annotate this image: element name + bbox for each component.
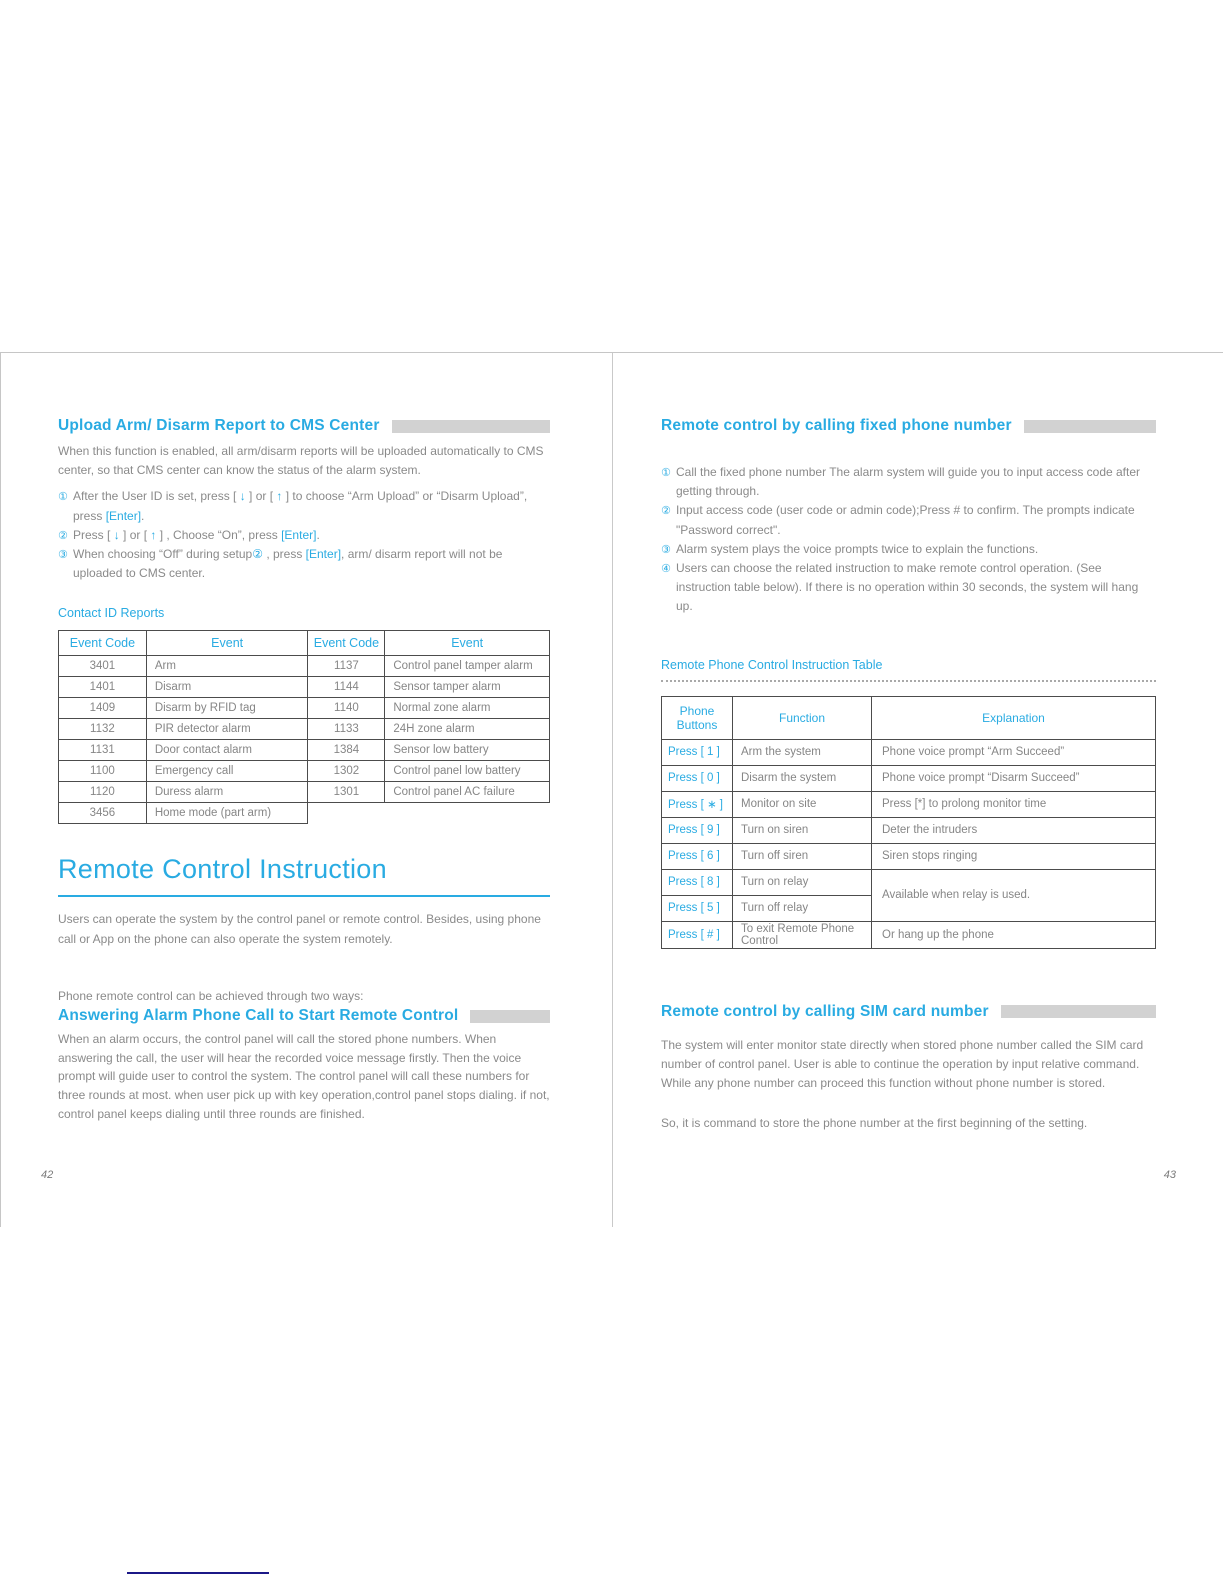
step-number-icon: ②	[58, 529, 68, 542]
function-cell: To exit Remote Phone Control	[733, 921, 872, 948]
explanation-cell: Or hang up the phone	[872, 921, 1156, 948]
heading-decoration-bar	[470, 1010, 550, 1023]
sim-section-para1: The system will enter monitor state directly when stored phone number called the SIM card number of control panel. User is able to continue the operation by input relative command. While any phone number can proceed this function without phone number is stored.	[661, 1037, 1144, 1091]
event-code-cell: 1301	[308, 782, 385, 803]
table-row	[662, 869, 1156, 895]
step-text-segment: ] or [	[119, 527, 151, 542]
explanation-cell: Press [*] to prolong monitor time	[872, 791, 1156, 817]
step-number-icon: ③	[58, 549, 68, 562]
table-row	[308, 677, 550, 698]
function-cell: Arm the system	[733, 739, 872, 765]
step-text-segment: .	[141, 508, 145, 523]
answering-section-heading-row	[58, 1007, 550, 1025]
step-text-segment: ↓	[239, 489, 246, 504]
event-name-cell: PIR detector alarm	[146, 719, 308, 740]
step-number-icon: ①	[661, 467, 671, 479]
step-text-segment: Users can choose the related instruction to make remote control operation. (See instruction table below). If there is no operation within 30 seconds, the system will hang up.	[676, 561, 1139, 614]
event-code-cell: 3401	[59, 656, 147, 677]
sim-section-heading-row	[661, 1003, 1156, 1021]
answering-section-title: Answering Alarm Phone Call to Start Remote Control	[58, 1007, 459, 1025]
column-header: Event	[385, 631, 550, 656]
event-code-cell: 1140	[308, 698, 385, 719]
heading-decoration-bar	[1024, 420, 1156, 433]
remote-phone-control-table	[661, 696, 1156, 949]
table-row	[662, 921, 1156, 948]
instruction-step	[661, 559, 1156, 617]
event-name-cell: 24H zone alarm	[385, 719, 550, 740]
function-cell: Turn on siren	[733, 817, 872, 843]
step-text-segment: When choosing “Off” during setup	[73, 547, 253, 562]
phone-button-cell: Press [ 9 ]	[662, 817, 733, 843]
step-text-segment: ] or [	[245, 489, 277, 504]
table-row	[59, 656, 308, 677]
phone-button-cell: Press [ 0 ]	[662, 765, 733, 791]
table-row	[59, 677, 308, 698]
function-cell: Turn on relay	[733, 869, 872, 895]
event-code-cell: 1132	[59, 719, 147, 740]
step-text-segment: Press [	[73, 527, 114, 542]
phone-button-cell: Press [ # ]	[662, 921, 733, 948]
fixed-phone-heading-row	[661, 417, 1156, 435]
step-text-segment: Call the fixed phone number The alarm system will guide you to input access code after getting through.	[676, 465, 1141, 499]
table-row	[662, 739, 1156, 765]
table-row	[662, 765, 1156, 791]
explanation-cell: Available when relay is used.	[872, 869, 1156, 921]
explanation-cell: Siren stops ringing	[872, 843, 1156, 869]
phone-button-cell: Press [ 1 ]	[662, 739, 733, 765]
phone-button-cell: Press [ 6 ]	[662, 843, 733, 869]
event-code-cell: 1137	[308, 656, 385, 677]
function-cell: Turn off siren	[733, 843, 872, 869]
event-name-cell: Home mode (part arm)	[146, 803, 308, 824]
event-name-cell: Control panel low battery	[385, 761, 550, 782]
event-name-cell: Sensor tamper alarm	[385, 677, 550, 698]
table-row	[308, 740, 550, 761]
function-cell: Monitor on site	[733, 791, 872, 817]
table-row	[59, 740, 308, 761]
column-header: Event Code	[308, 631, 385, 656]
step-text-segment: Alarm system plays the voice prompts twice to explain the functions.	[676, 541, 1039, 556]
table-row	[662, 843, 1156, 869]
upload-section-heading-row	[58, 417, 550, 435]
upload-section-intro: When this function is enabled, all arm/disarm reports will be uploaded automatically to CMS center, so that CMS center can know the status of the alarm system.	[58, 444, 544, 478]
step-text-segment: ] to choose “Arm Upload” or “Disarm Upload”, press	[73, 489, 528, 523]
chapter-intro: Users can operate the system by the control panel or remote control. Besides, using phone call or App on the phone can also operate the system remotely.	[58, 912, 541, 946]
two-ways-line: Phone remote control can be achieved through two ways:	[58, 988, 364, 1003]
heading-decoration-bar	[1001, 1005, 1156, 1018]
table-row	[308, 761, 550, 782]
step-text-segment: [Enter]	[281, 527, 317, 542]
answering-section-body: When an alarm occurs, the control panel will call the stored phone numbers. When answering the call, the user will hear the recorded voice message firstly. Then the voice prompt will guide user to control the system. The control panel will call these numbers for three rounds at most. when user pick up with key operation,control panel stops dialing. if not, control panel keeps dialing until three rounds are finished.	[58, 1032, 550, 1121]
phone-button-cell: Press [ 8 ]	[662, 869, 733, 895]
step-number-icon: ②	[661, 505, 671, 518]
event-code-cell: 1401	[59, 677, 147, 698]
event-name-cell: Control panel AC failure	[385, 782, 550, 803]
heading-decoration-bar	[392, 420, 550, 433]
fixed-phone-steps-list	[661, 463, 1156, 617]
upload-section-title: Upload Arm/ Disarm Report to CMS Center	[58, 417, 380, 434]
event-code-cell: 1133	[308, 719, 385, 740]
event-name-cell: Door contact alarm	[146, 740, 308, 761]
chapter-heading-block	[58, 854, 550, 897]
event-name-cell: Duress alarm	[146, 782, 308, 803]
step-text-segment: ↓	[113, 527, 120, 542]
event-code-cell: 1100	[59, 761, 147, 782]
step-text-segment: After the User ID is set, press [	[73, 489, 240, 504]
table-row	[59, 719, 308, 740]
step-text-segment: ②	[252, 547, 263, 562]
table-row	[59, 803, 308, 824]
column-header: Event	[146, 631, 308, 656]
instruction-step	[661, 501, 1156, 539]
column-header: Explanation	[872, 696, 1156, 739]
instruction-step	[58, 487, 550, 525]
event-code-cell: 1384	[308, 740, 385, 761]
event-name-cell: Disarm	[146, 677, 308, 698]
table-header-row	[662, 696, 1156, 739]
step-number-icon: ③	[661, 543, 671, 556]
chapter-title: Remote Control Instruction	[58, 854, 387, 885]
table-row	[308, 719, 550, 740]
event-code-cell: 1131	[59, 740, 147, 761]
contact-table-right	[307, 630, 550, 803]
event-name-cell: Sensor low battery	[385, 740, 550, 761]
function-cell: Disarm the system	[733, 765, 872, 791]
event-name-cell: Control panel tamper alarm	[385, 656, 550, 677]
column-header: Event Code	[59, 631, 147, 656]
step-text-segment: ] , Choose “On”, press	[156, 527, 282, 542]
event-code-cell: 1144	[308, 677, 385, 698]
explanation-cell: Deter the intruders	[872, 817, 1156, 843]
step-number-icon: ④	[661, 563, 671, 576]
table-row	[662, 817, 1156, 843]
fixed-phone-section-title: Remote control by calling fixed phone number	[661, 417, 1012, 434]
step-text-segment: ↑	[150, 527, 157, 542]
function-cell: Turn off relay	[733, 895, 872, 921]
table-row	[662, 791, 1156, 817]
instruction-table-caption: Remote Phone Control Instruction Table	[661, 657, 883, 672]
table-row	[308, 656, 550, 677]
event-name-cell: Normal zone alarm	[385, 698, 550, 719]
instruction-table-caption-block	[661, 657, 1156, 682]
step-text-segment: [Enter]	[105, 508, 142, 523]
table-row	[59, 782, 308, 803]
instruction-step	[58, 545, 550, 583]
step-text-segment: [Enter]	[305, 547, 342, 562]
page-43-content	[661, 417, 1156, 1133]
phone-button-cell: Press [ ∗ ]	[662, 791, 733, 817]
footer-underline-mark	[127, 1572, 269, 1574]
explanation-cell: Phone voice prompt “Disarm Succeed”	[872, 765, 1156, 791]
step-text-segment: Input access code (user code or admin code);Press # to confirm. The prompts indicate "Password correct".	[676, 503, 1135, 537]
table-header-row	[308, 631, 550, 656]
page-42-content	[58, 417, 550, 1124]
sim-section-para2: So, it is command to store the phone number at the first beginning of the setting.	[661, 1116, 1088, 1131]
event-code-cell: 1120	[59, 782, 147, 803]
explanation-cell: Phone voice prompt “Arm Succeed”	[872, 739, 1156, 765]
instruction-step	[58, 526, 550, 545]
manual-spread	[0, 352, 1223, 1227]
event-code-cell: 1302	[308, 761, 385, 782]
event-name-cell: Arm	[146, 656, 308, 677]
step-text-segment: , arm/ disarm report will not be uploaded to CMS center.	[73, 547, 503, 581]
table-row	[308, 698, 550, 719]
step-text-segment: ↑	[276, 489, 283, 504]
event-name-cell: Disarm by RFID tag	[146, 698, 308, 719]
instruction-step	[661, 463, 1156, 501]
step-text-segment: .	[316, 527, 320, 542]
page-number-42: 42	[41, 1169, 54, 1181]
step-number-icon: ①	[58, 491, 68, 504]
event-name-cell: Emergency call	[146, 761, 308, 782]
table-row	[308, 782, 550, 803]
upload-steps-list	[58, 487, 550, 583]
table-row	[59, 698, 308, 719]
page-number-43: 43	[1163, 1169, 1176, 1181]
column-header: Phone Buttons	[662, 696, 733, 739]
step-text-segment: , press	[262, 547, 306, 562]
instruction-step	[661, 540, 1156, 559]
page-42	[0, 353, 612, 1227]
contact-table-left	[58, 630, 308, 824]
event-code-cell: 1409	[59, 698, 147, 719]
contact-id-table	[58, 630, 550, 824]
contact-id-caption: Contact ID Reports	[58, 606, 165, 621]
sim-section-title: Remote control by calling SIM card number	[661, 1002, 989, 1020]
table-header-row	[59, 631, 308, 656]
event-code-cell: 3456	[59, 803, 147, 824]
page-43	[612, 353, 1223, 1227]
table-row	[59, 761, 308, 782]
phone-button-cell: Press [ 5 ]	[662, 895, 733, 921]
column-header: Function	[733, 696, 872, 739]
